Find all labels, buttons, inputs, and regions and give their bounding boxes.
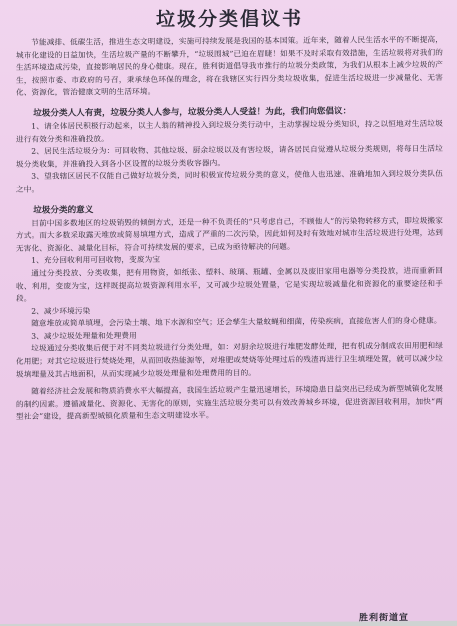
meaning-intro: 目前中国多数地区的垃圾销毁的倾倒方式，还是一种不负责任的“只考虑自己，不顾他人”的污染物转移方式，即垃圾搬家方式。而大多数采取露天堆放或简易填埋方式，造成了严重的二次污染，因此如何及时有效地对城市生活垃圾进行处理，达到无害化、资源化、减量化目标，符合可持续发展的要求，已成为亟待解决的问题。 — [16, 215, 443, 253]
point-3-text: 垃圾通过分类收集后便于对不同类垃圾进行分类处理，如：对厨余垃圾进行堆肥发酵处理，把有机成分制成农田用肥和绿化用肥；对其它垃圾进行焚烧处理，从而回收热能源等，对堆肥或焚烧等处理过后的残渣再进行卫生填埋处置，就可以减少垃圾填埋量及其占地面积，从而实现减少垃圾处理量和处理费用的目的。 — [16, 341, 443, 379]
call-item-3: 3、望我辖区居民不仅能自己做好垃圾分类，同时积极宣传垃圾分类的意义，使他人也迅速、准确地加入到垃圾分类队伍之中。 — [16, 169, 443, 194]
call-item-1: 1、请全体居民积极行动起来，以主人翁的精神投入到垃圾分类行动中，主动掌握垃圾分类知识，持之以恒地对生活垃圾进行有效分类和准确投放。 — [16, 118, 443, 144]
point-2-text: 随意堆放或简单填埋，会污染土壤、地下水源和空气；还会孳生大量蚊蝇和细菌，传染疾病，直接危害人们的身心健康。 — [31, 316, 442, 329]
point-1-text: 通过分类投放、分类收集，把有用物资，如纸张、塑料、玻璃、瓶罐、金属以及废旧家用电器等分类投放，进而重新回收、利用，变废为宝，这样既提高垃圾资源利用水平，又可减少垃圾处置量，它是实现垃圾减量化和资源化的重要途径和手段。 — [16, 265, 443, 303]
document-title: 垃圾分类倡议书 — [155, 7, 303, 31]
call-heading: 垃圾分类人人有责，垃圾分类人人参与，垃圾分类人人受益！为此，我们向您倡议： — [33, 106, 352, 119]
intro-paragraph: 节能减排、低碳生活，推进生态文明建设，实施可持续发展是我国的基本国策。近年来，随着人民生活水平的不断提高，城市化建设的日益加快，生活垃圾产量的不断攀升，“垃圾围城”已迫在眉睫！如果不及时采取有效措施，生活垃圾将对我们的生活环境造成污染，直接影响居民的身心健康。现在，胜利街道倡导我市推行的垃圾分类政策，为我们从根本上减少垃圾的产生，按照市委、市政府的号召，秉承绿色环保的理念，将在我辖区实行四分类垃圾收集，促进生活垃圾进一步减量化、无害化、资源化，管治健康文明的生活环境。 — [16, 34, 443, 98]
signature: 胜利街道宣 — [358, 613, 409, 624]
point-2-heading: 2、减少环境污染 — [31, 306, 91, 316]
call-item-2: 2、居民生活垃圾分为：可回收物、其他垃圾、厨余垃圾以及有害垃圾，请各居民自觉遵从垃圾分类规则，将每日生活垃圾分类收集，并准确投入到各小区设置的垃圾分类收容器内。 — [16, 144, 443, 169]
point-3-heading: 3、减少垃圾处理量和处理费用 — [31, 330, 137, 341]
meaning-heading: 垃圾分类的意义 — [33, 204, 94, 216]
closing-paragraph: 随着经济社会发展和物质消费水平大幅提高，我国生活垃圾产生量迅速增长，环境隐患日益突出已经成为新型城镇化发展的制约因素。遵循减量化、资源化、无害化的原则，实施生活垃圾分类可以有效改善城乡环境，促进资源回收利用，加快“两型社会”建设，提高新型城镇化质量和生态文明建设水平。 — [16, 384, 443, 422]
point-1-heading: 1、充分回收利用可回收物，变废为宝 — [31, 255, 161, 266]
